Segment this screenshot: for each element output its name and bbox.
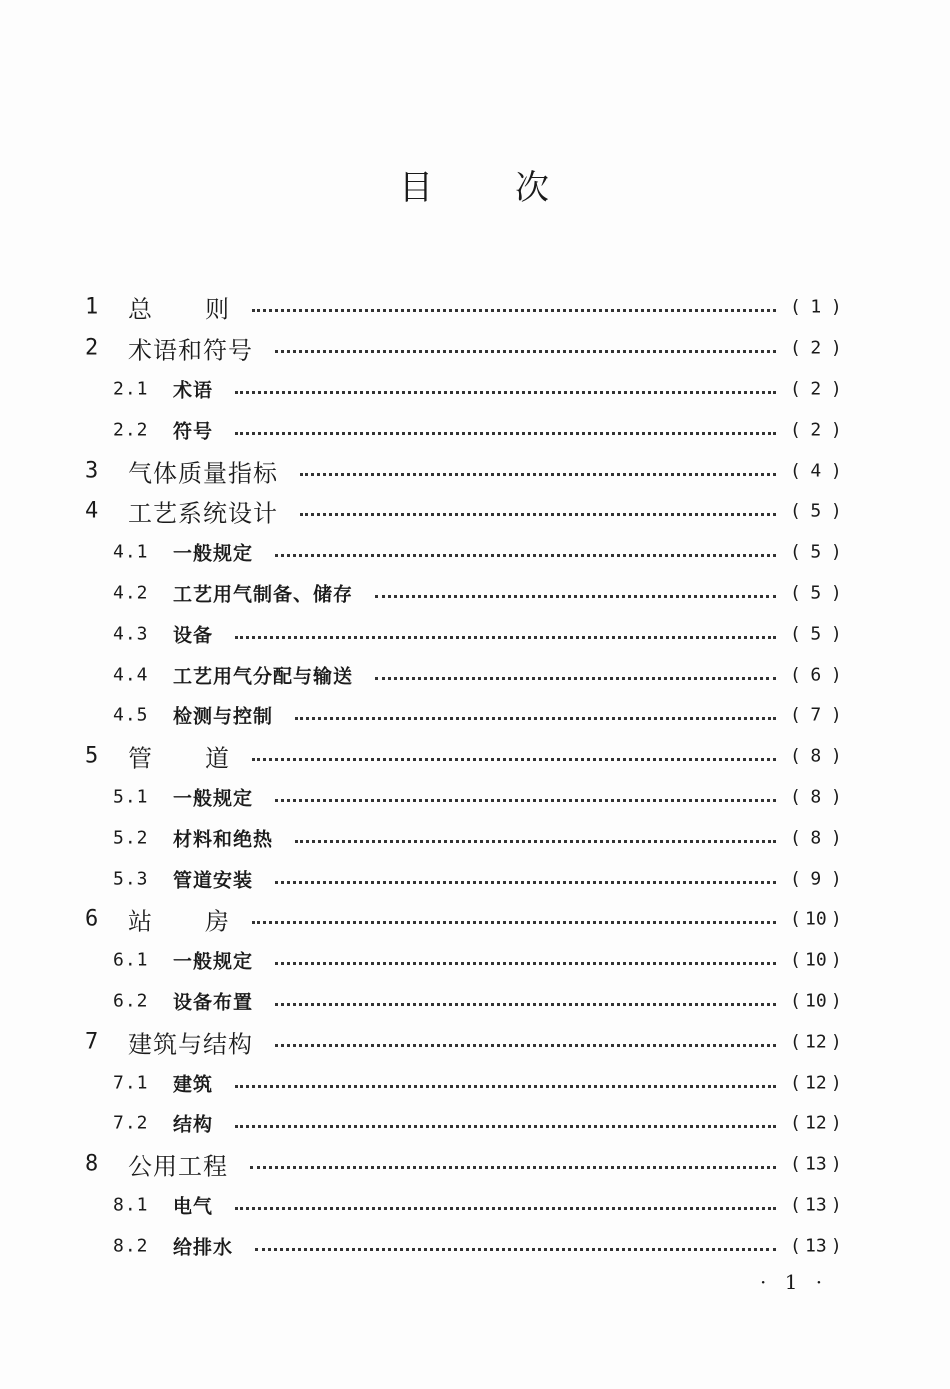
page-number-value: 10	[805, 990, 827, 1012]
toc-dot-leader	[300, 513, 776, 516]
toc-entry-page	[790, 1113, 850, 1134]
toc-dot-leader	[375, 677, 776, 680]
toc-entry-title-char: 总	[128, 295, 153, 324]
toc-entry-number: 4.3	[113, 623, 149, 645]
toc-entry[interactable]	[0, 450, 950, 491]
toc-entry-page	[790, 746, 850, 767]
toc-entry-title: 术语和符号	[128, 336, 253, 365]
page-number-value: 5	[810, 541, 822, 563]
paren-close: )	[830, 786, 842, 808]
toc-entry[interactable]	[0, 981, 950, 1022]
paren-open: (	[790, 1194, 801, 1216]
toc-entry-number: 4.2	[113, 582, 149, 604]
toc-entry-page	[790, 950, 850, 971]
toc-dot-leader	[275, 350, 776, 353]
paren-open: (	[790, 786, 801, 808]
toc-entry-page	[790, 419, 850, 440]
page-title	[0, 160, 950, 209]
paren-close: )	[830, 990, 842, 1012]
toc-entry[interactable]	[0, 858, 950, 899]
paren-open: (	[790, 419, 801, 441]
toc-entry-title: 工艺系统设计	[128, 499, 278, 528]
toc-entry[interactable]	[0, 532, 950, 573]
toc-entry[interactable]	[0, 613, 950, 654]
paren-open: (	[790, 1153, 801, 1175]
toc-entry-page	[790, 297, 850, 318]
toc-entry[interactable]	[0, 369, 950, 410]
page-number-value: 4	[810, 460, 822, 482]
toc-entry-number: 5.3	[113, 868, 149, 890]
toc-dot-leader	[275, 799, 776, 802]
toc-entry-title: 气体质量指标	[128, 459, 278, 488]
toc-entry-number: 4	[85, 498, 99, 524]
toc-entry-number: 6.2	[113, 990, 149, 1012]
paren-open: (	[790, 541, 801, 563]
toc-dot-leader	[252, 921, 776, 924]
toc-dot-leader	[275, 1003, 776, 1006]
page-number-value: 13	[805, 1194, 827, 1216]
toc-entry-title: 术语	[173, 379, 214, 402]
page-number: · 1 ·	[760, 1270, 829, 1294]
toc-entry-page	[790, 1031, 850, 1052]
toc-entry-title: 建筑与结构	[128, 1030, 253, 1059]
paren-open: (	[790, 949, 801, 971]
toc-dot-leader	[252, 309, 776, 312]
paren-close: )	[830, 582, 842, 604]
toc-entry-number: 2	[85, 335, 99, 361]
paren-close: )	[830, 419, 842, 441]
toc-entry-title-char: 则	[205, 295, 230, 324]
page-number-value: 8	[810, 786, 822, 808]
paren-open: (	[790, 664, 801, 686]
page-number-value: 8	[810, 745, 822, 767]
toc-dot-leader	[375, 595, 776, 598]
toc-entry[interactable]	[0, 1103, 950, 1144]
toc-entry[interactable]	[0, 1185, 950, 1226]
toc-dot-leader	[235, 1125, 776, 1128]
toc-entry-page	[790, 582, 850, 603]
paren-open: (	[790, 1072, 801, 1094]
toc-entry-page	[790, 868, 850, 889]
toc-entry-number: 5.2	[113, 827, 149, 849]
paren-open: (	[790, 990, 801, 1012]
toc-entry-title-char: 房	[205, 907, 230, 936]
page-number-value: 7	[810, 704, 822, 726]
paren-close: )	[830, 500, 842, 522]
toc-dot-leader	[275, 962, 776, 965]
paren-close: )	[830, 296, 842, 318]
paren-open: (	[790, 1031, 801, 1053]
toc-entry-title: 管道安装	[173, 869, 254, 892]
page-number-value: 5	[810, 623, 822, 645]
paren-open: (	[790, 460, 801, 482]
toc-dot-leader	[275, 881, 776, 884]
toc-dot-leader	[300, 473, 776, 476]
toc-entry-title: 电气	[173, 1195, 214, 1218]
paren-close: )	[830, 1031, 842, 1053]
paren-open: (	[790, 337, 801, 359]
paren-open: (	[790, 745, 801, 767]
toc-entry[interactable]	[0, 1144, 950, 1185]
toc-entry-page	[790, 1235, 850, 1256]
toc-entry-title: 一般规定	[173, 787, 254, 810]
toc-entry-title: 符号	[173, 420, 214, 443]
paren-close: )	[830, 908, 842, 930]
toc-entry-number: 4.5	[113, 704, 149, 726]
toc-entry-number: 7	[85, 1029, 99, 1055]
page-number-value: 10	[805, 949, 827, 971]
toc-entry-number: 4.1	[113, 541, 149, 563]
page-number-value: 2	[810, 419, 822, 441]
page-number-value: 2	[810, 337, 822, 359]
paren-close: )	[830, 827, 842, 849]
toc-entry-title: 设备	[173, 624, 214, 647]
toc-entry-page	[790, 827, 850, 848]
toc-entry[interactable]	[0, 940, 950, 981]
paren-close: )	[830, 541, 842, 563]
toc-entry-page	[790, 378, 850, 399]
toc-entry-title: 结构	[173, 1113, 214, 1136]
toc-entry-number: 8.1	[113, 1194, 149, 1216]
page-number-value: 13	[805, 1235, 827, 1257]
toc-entry-number: 3	[85, 458, 99, 484]
toc-dot-leader	[235, 1207, 776, 1210]
toc-entry[interactable]	[0, 409, 950, 450]
toc-entry[interactable]	[0, 328, 950, 369]
page-number-value: 12	[805, 1072, 827, 1094]
toc-dot-leader	[250, 1166, 776, 1169]
page-number-value: 12	[805, 1031, 827, 1053]
page-number-value: 12	[805, 1112, 827, 1134]
toc-entry-title	[128, 290, 230, 325]
toc-entry-page	[790, 338, 850, 359]
paren-close: )	[830, 1194, 842, 1216]
paren-close: )	[830, 949, 842, 971]
paren-close: )	[830, 378, 842, 400]
table-of-contents	[0, 287, 950, 1266]
toc-dot-leader	[295, 840, 776, 843]
toc-dot-leader	[255, 1248, 776, 1251]
toc-entry-title: 检测与控制	[173, 705, 274, 728]
toc-entry[interactable]	[0, 491, 950, 532]
toc-entry-page	[790, 542, 850, 563]
toc-entry-page	[790, 1072, 850, 1093]
paren-open: (	[790, 1112, 801, 1134]
paren-close: )	[830, 460, 842, 482]
page-number-value: 2	[810, 378, 822, 400]
toc-entry-number: 6	[85, 906, 99, 932]
toc-entry-title-char: 管	[128, 744, 153, 773]
toc-entry-page	[790, 1194, 850, 1215]
toc-entry-page	[790, 1154, 850, 1175]
title-char-2: 次	[515, 168, 551, 208]
toc-entry[interactable]	[0, 899, 950, 940]
title-char-1: 目	[399, 168, 435, 208]
paren-close: )	[830, 337, 842, 359]
toc-entry-number: 6.1	[113, 949, 149, 971]
paren-close: )	[830, 1112, 842, 1134]
toc-entry[interactable]	[0, 777, 950, 818]
toc-entry[interactable]	[0, 654, 950, 695]
toc-entry-title: 材料和绝热	[173, 828, 274, 851]
page-number-value: 9	[810, 868, 822, 890]
page-number-value: 5	[810, 500, 822, 522]
paren-open: (	[790, 1235, 801, 1257]
toc-entry-number: 8.2	[113, 1235, 149, 1257]
toc-entry-title-char: 道	[205, 744, 230, 773]
paren-open: (	[790, 378, 801, 400]
paren-close: )	[830, 1235, 842, 1257]
toc-entry-page	[790, 786, 850, 807]
toc-entry-number: 4.4	[113, 664, 149, 686]
toc-entry[interactable]	[0, 1225, 950, 1266]
paren-open: (	[790, 296, 801, 318]
toc-entry-page	[790, 501, 850, 522]
toc-dot-leader	[295, 717, 776, 720]
toc-entry-page	[790, 664, 850, 685]
paren-close: )	[830, 664, 842, 686]
toc-dot-leader	[235, 1085, 776, 1088]
toc-entry-number: 5	[85, 743, 99, 769]
toc-entry[interactable]	[0, 287, 950, 328]
toc-entry[interactable]	[0, 695, 950, 736]
toc-entry-number: 1	[85, 294, 99, 320]
toc-entry-page	[790, 623, 850, 644]
toc-entry-title: 工艺用气制备、储存	[173, 583, 354, 606]
toc-entry[interactable]	[0, 1062, 950, 1103]
toc-dot-leader	[235, 636, 776, 639]
toc-entry[interactable]	[0, 817, 950, 858]
toc-entry-page	[790, 909, 850, 930]
paren-open: (	[790, 500, 801, 522]
toc-entry-title: 一般规定	[173, 950, 254, 973]
toc-entry-title: 工艺用气分配与输送	[173, 665, 354, 688]
paren-open: (	[790, 908, 801, 930]
toc-dot-leader	[275, 554, 776, 557]
toc-entry-title: 公用工程	[128, 1152, 228, 1181]
toc-entry[interactable]	[0, 573, 950, 614]
toc-entry-page	[790, 460, 850, 481]
paren-close: )	[830, 868, 842, 890]
toc-entry-number: 7.2	[113, 1112, 149, 1134]
paren-close: )	[830, 745, 842, 767]
toc-dot-leader	[275, 1044, 776, 1047]
paren-open: (	[790, 623, 801, 645]
toc-entry-page	[790, 705, 850, 726]
page-number-value: 10	[805, 908, 827, 930]
paren-close: )	[830, 704, 842, 726]
toc-dot-leader	[235, 432, 776, 435]
paren-open: (	[790, 827, 801, 849]
toc-entry[interactable]	[0, 736, 950, 777]
toc-entry-number: 8	[85, 1151, 99, 1177]
paren-close: )	[830, 623, 842, 645]
toc-entry-number: 2.1	[113, 378, 149, 400]
page-number-value: 1	[810, 296, 822, 318]
paren-open: (	[790, 704, 801, 726]
page-number-value: 13	[805, 1153, 827, 1175]
toc-entry-number: 7.1	[113, 1072, 149, 1094]
toc-entry-title	[128, 739, 230, 774]
toc-entry-page	[790, 990, 850, 1011]
toc-entry-title: 设备布置	[173, 991, 254, 1014]
toc-entry-number: 5.1	[113, 786, 149, 808]
paren-close: )	[830, 1072, 842, 1094]
paren-close: )	[830, 1153, 842, 1175]
toc-dot-leader	[252, 758, 776, 761]
page-number-value: 6	[810, 664, 822, 686]
toc-entry-title	[128, 902, 230, 937]
toc-entry-title: 给排水	[173, 1236, 234, 1259]
paren-open: (	[790, 582, 801, 604]
toc-entry-number: 2.2	[113, 419, 149, 441]
toc-entry[interactable]	[0, 1021, 950, 1062]
toc-dot-leader	[235, 391, 776, 394]
toc-entry-title: 一般规定	[173, 542, 254, 565]
page-number-value: 5	[810, 582, 822, 604]
paren-open: (	[790, 868, 801, 890]
page-number-value: 8	[810, 827, 822, 849]
toc-entry-title: 建筑	[173, 1073, 214, 1096]
toc-entry-title-char: 站	[128, 907, 153, 936]
